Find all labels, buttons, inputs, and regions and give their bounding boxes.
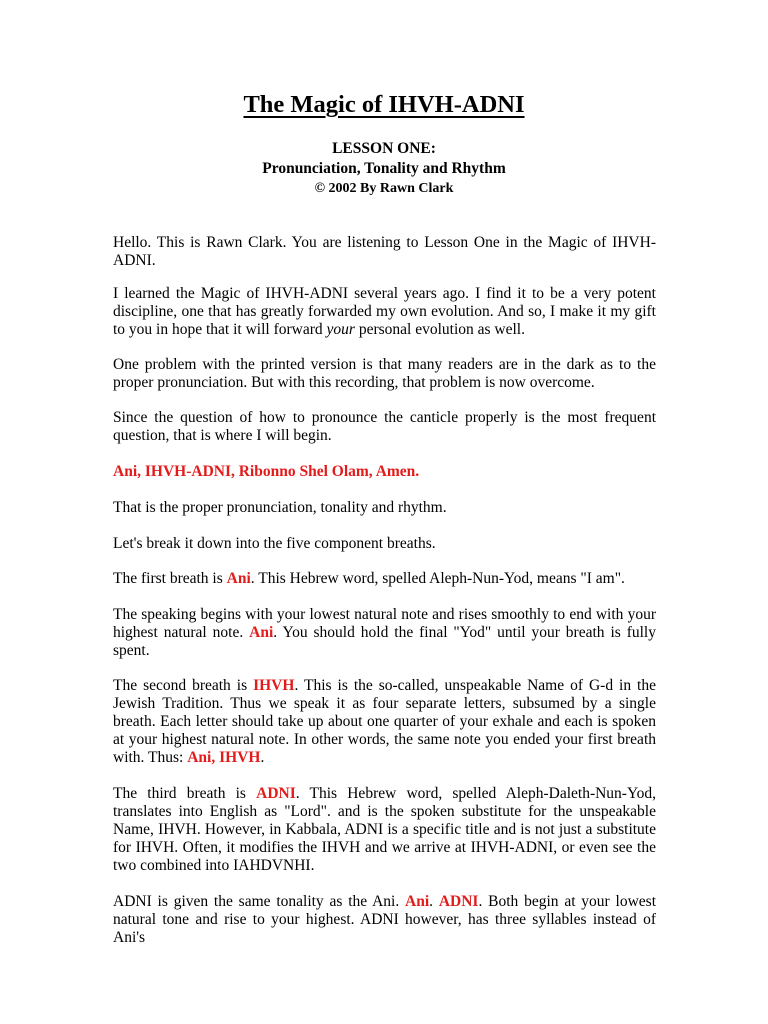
highlighted-text: Ani — [249, 624, 274, 641]
paragraph-text: Let's break it down into the five component breaths. — [113, 535, 436, 552]
paragraph-text: Since the question of how to pronounce the canticle properly is the most frequent question, that is where I will begin. — [113, 409, 656, 444]
highlighted-text: Ani, IHVH-ADNI, Ribonno Shel Olam, Amen. — [113, 463, 420, 480]
document-title-text: The Magic of IHVH-ADNI — [243, 91, 525, 118]
paragraph-text: . You should hold the final "Yod" until your breath is fully spent. — [113, 624, 656, 659]
paragraph-text: ADNI is given the same tonality as the Ani. — [113, 893, 406, 910]
emphasized-text: your — [326, 321, 355, 338]
paragraph-text: . This is the so-called, unspeakable Name of G-d in the Jewish Tradition. Thus we speak it as four separate letters, subsumed by a single breath. Each letter should take up about one quarter of your exhale and each is spoken at your highest natural note. In other words, the same note you ended your first breath with. Thus: — [113, 677, 656, 766]
highlighted-text: ADNI — [256, 785, 296, 802]
copyright-line: © 2002 By Rawn Clark — [314, 181, 454, 196]
paragraph — [113, 234, 656, 270]
paragraph-text: One problem with the printed version is that many readers are in the dark as to the proper pronunciation. But with this recording, that problem is now overcome. — [113, 356, 656, 391]
paragraph — [113, 285, 656, 339]
paragraph-text: I learned the Magic of IHVH-ADNI several years ago. I find it to be a very potent discipline, one that has greatly forwarded my own evolution. And so, I make it my gift to you in hope that it will forward — [113, 285, 656, 338]
paragraph — [113, 677, 656, 767]
paragraph — [113, 499, 656, 517]
paragraph-text: The first breath is — [113, 570, 227, 587]
paragraph-text: The third breath is — [113, 785, 257, 802]
highlighted-text: Ani — [226, 570, 251, 587]
paragraph-text: personal evolution as well. — [354, 321, 525, 338]
paragraph-text: The second breath is — [113, 677, 254, 694]
highlighted-text: Ani — [405, 893, 430, 910]
paragraph — [113, 356, 656, 392]
paragraph — [113, 463, 656, 481]
paragraph — [113, 785, 656, 875]
highlighted-text: ADNI — [438, 893, 479, 910]
paragraph — [113, 893, 656, 947]
highlighted-text: Ani, IHVH — [187, 749, 261, 766]
paragraph — [113, 570, 656, 588]
paragraph-text: . This Hebrew word, spelled Aleph-Nun-Yod, means "I am". — [250, 570, 625, 587]
paragraph-text: . Both begin at your lowest natural tone and rise to your highest. ADNI however, has three syllables instead of Ani's — [113, 893, 656, 946]
lesson-heading: LESSON ONE: — [332, 140, 436, 157]
paragraph-text: Hello. This is Rawn Clark. You are listening to Lesson One in the Magic of IHVH-ADNI. — [113, 234, 656, 269]
paragraph — [113, 606, 656, 660]
paragraph-text: . — [429, 893, 439, 910]
paragraph — [113, 409, 656, 445]
paragraph-text: . This Hebrew word, spelled Aleph-Daleth-Nun-Yod, translates into English as "Lord". and is the spoken substitute for the unspeakable Name, IHVH. However, in Kabbala, ADNI is a specific title and is not just a substitute for IHVH. Often, it modifies the IHVH and we arrive at IHVH-ADNI, or even see the two combined into IAHDVNHI. — [113, 785, 656, 874]
lesson-subtitle: Pronunciation, Tonality and Rhythm — [262, 160, 506, 177]
paragraph-text: That is the proper pronunciation, tonality and rhythm. — [113, 499, 447, 516]
paragraph — [113, 535, 656, 553]
paragraph-text: The speaking begins with your lowest natural note and rises smoothly to end with your highest natural note. — [113, 606, 656, 641]
paragraph-text: . — [260, 749, 265, 766]
highlighted-text: IHVH — [253, 677, 295, 694]
document-title — [0, 91, 768, 119]
